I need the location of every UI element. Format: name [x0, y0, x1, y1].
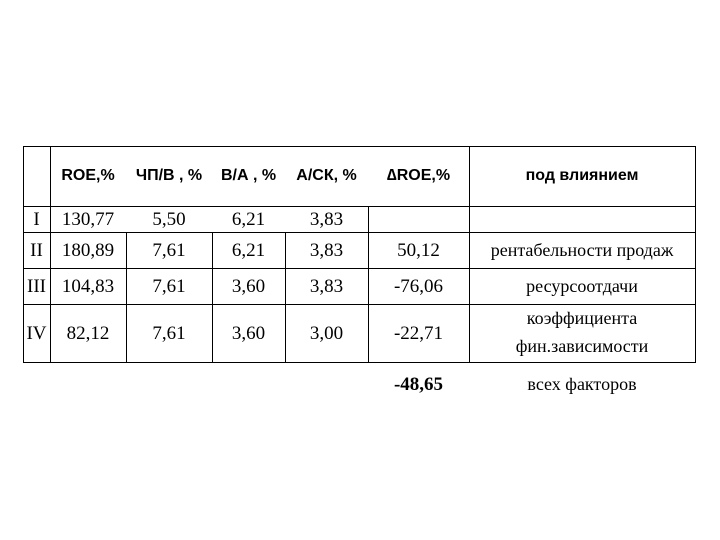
delta-roe-value: -22,71 [393, 322, 444, 344]
delta-roe-value: -76,06 [393, 275, 444, 297]
influence-factor-line2: фин.зависимости [515, 336, 649, 356]
header-roe: ROE,% [61, 167, 115, 184]
row-label: II [30, 239, 43, 261]
a-sk-value: 3,83 [309, 208, 344, 230]
row-label: IV [26, 322, 47, 344]
np-v-value: 7,61 [152, 322, 186, 344]
header-v-a: В/А , % [220, 167, 277, 184]
header-a-sk: А/СК, % [296, 167, 357, 184]
v-a-value: 6,21 [231, 208, 266, 230]
row-4-bottom-border [23, 362, 695, 363]
total-delta-roe: -48,65 [393, 373, 444, 395]
influence-factor: рентабельности продаж [490, 240, 674, 260]
v-a-value: 3,60 [231, 275, 266, 297]
roe-value: 82,12 [66, 322, 110, 344]
np-v-value: 7,61 [152, 275, 186, 297]
a-sk-value: 3,00 [309, 322, 344, 344]
table-right-border [695, 146, 696, 363]
v-a-value: 6,21 [231, 239, 266, 261]
roe-value: 130,77 [61, 208, 115, 230]
influence-factor: ресурсоотдачи [526, 276, 638, 296]
roe-value: 180,89 [61, 239, 115, 261]
roe-value: 104,83 [61, 275, 115, 297]
header-influence: под влиянием [525, 167, 639, 184]
v-a-value: 3,60 [231, 322, 266, 344]
header-delta-roe: ∆ROE,% [386, 167, 451, 184]
np-v-value: 5,50 [152, 208, 186, 230]
a-sk-value: 3,83 [309, 275, 344, 297]
influence-factor-line1: коэффициента [526, 308, 638, 329]
row-label: I [33, 208, 40, 230]
np-v-value: 7,61 [152, 239, 186, 261]
header-np-v: ЧП/В , % [135, 167, 203, 184]
a-sk-value: 3,83 [309, 239, 344, 261]
influence-factor [469, 304, 695, 362]
delta-roe-value: 50,12 [397, 239, 440, 261]
row-label: III [27, 275, 46, 297]
total-influence: всех факторов [527, 374, 637, 394]
